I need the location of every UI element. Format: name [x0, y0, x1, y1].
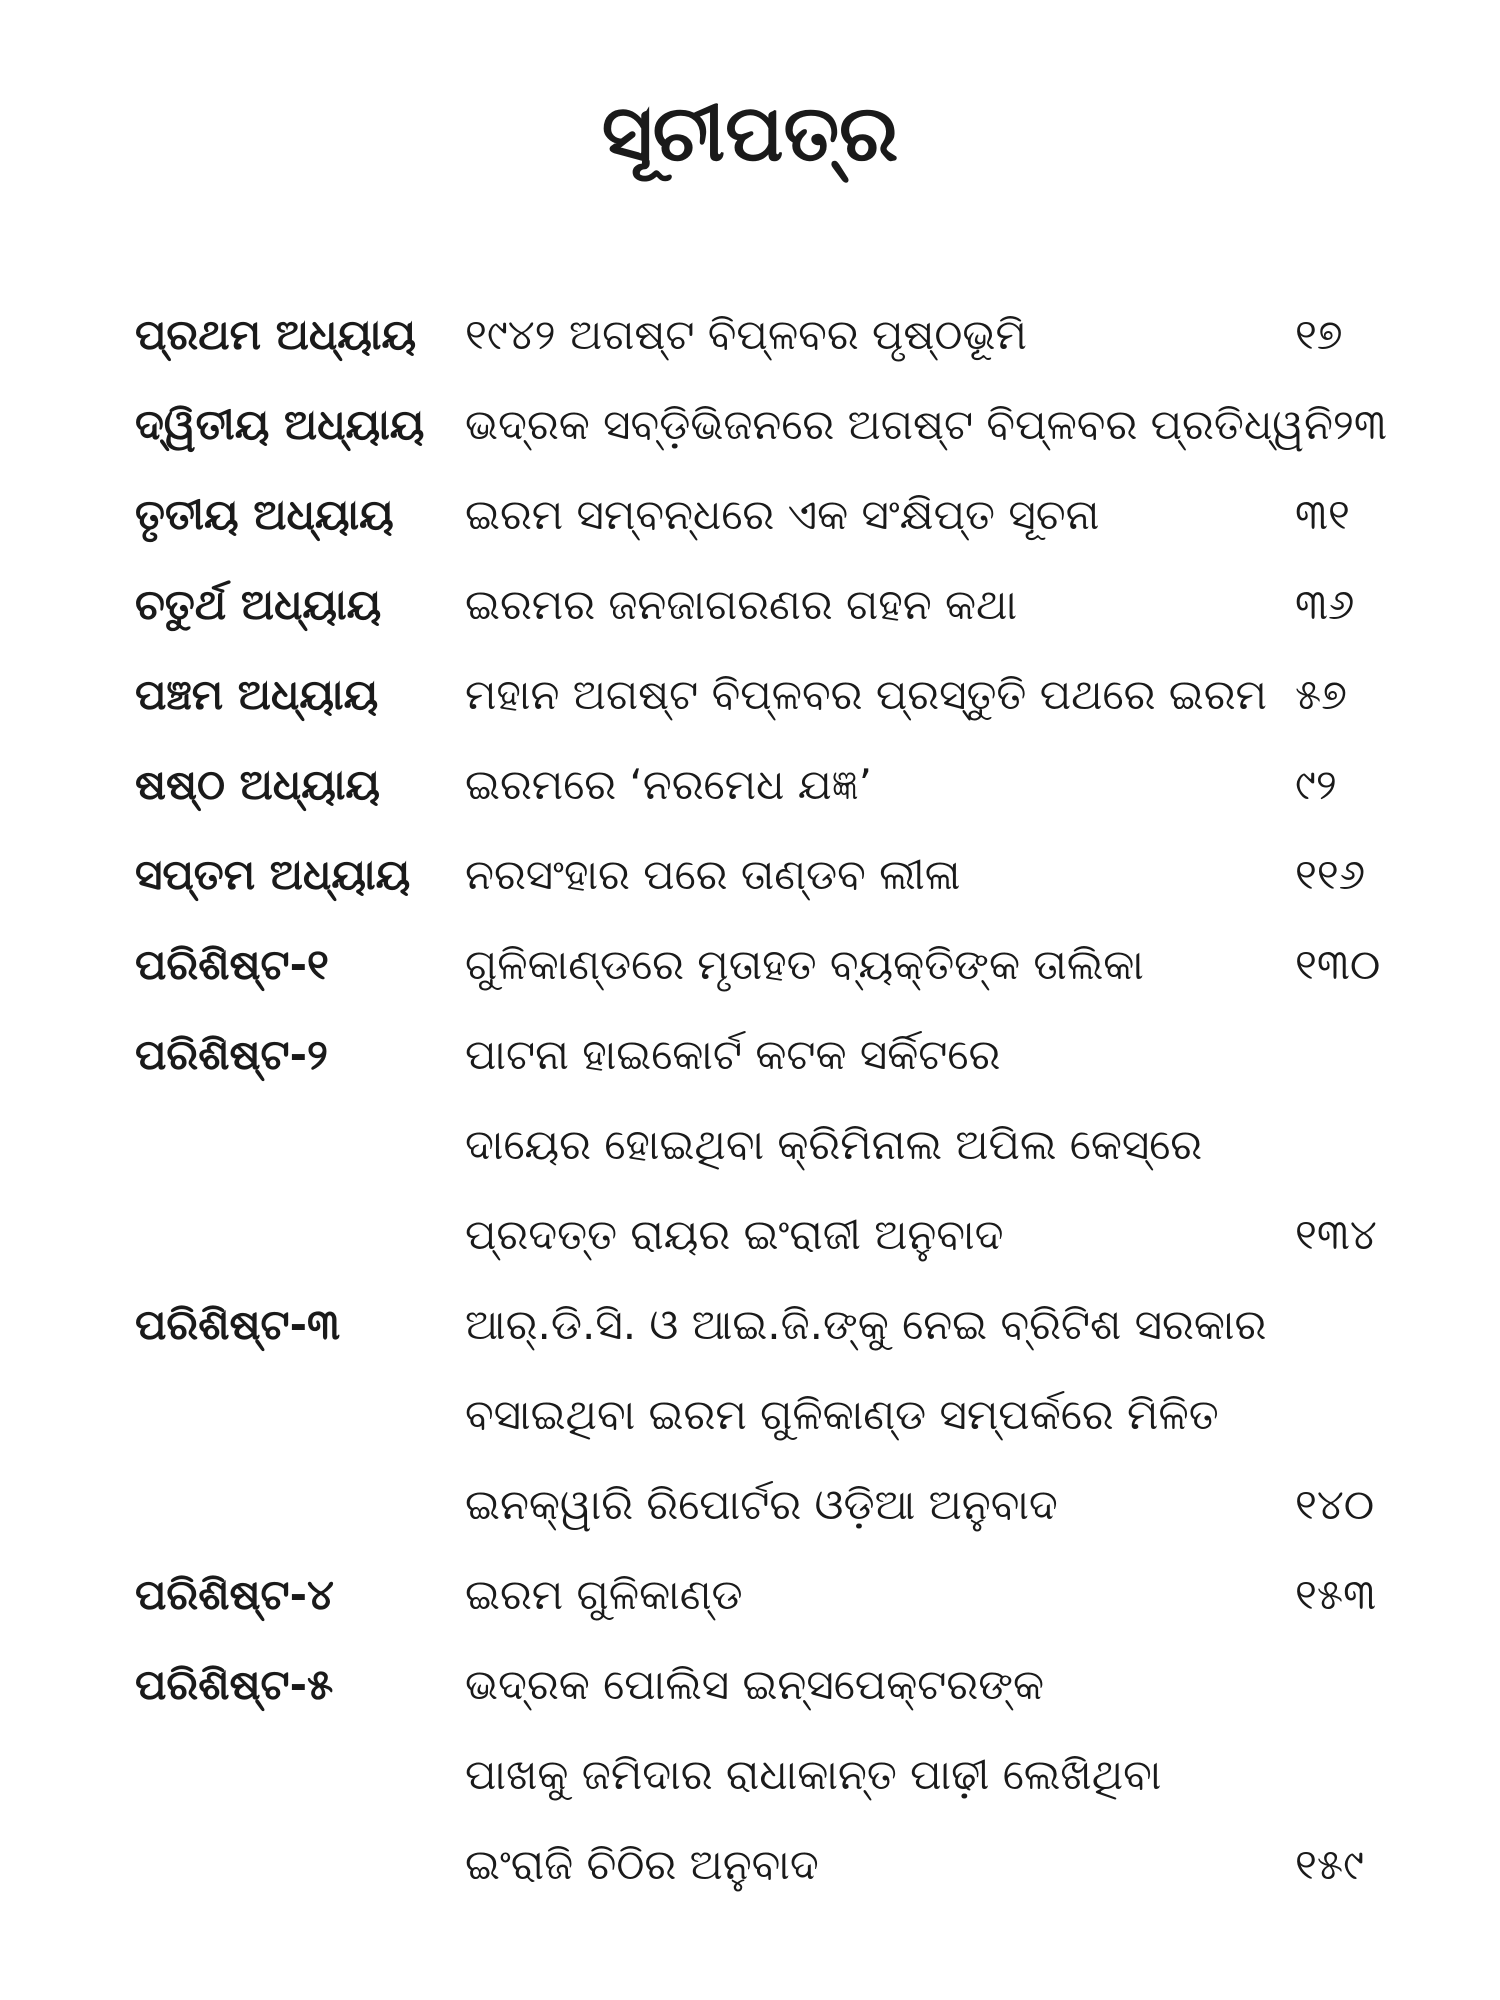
- toc-entry-line: [465, 560, 1405, 650]
- toc-entry-title: ଆର୍‌.ଡି.ସି. ଓ ଆଇ.ଜି.ଙ୍କୁ ନେଇ ବ୍ରିଟିଶ ସରକାର: [465, 1300, 1267, 1349]
- toc-entry-title: ବସାଇଥିବା ଇରମ ଗୁଳିକାଣ୍ଡ ସମ୍ପର୍କରେ ମିଳିତ: [465, 1390, 1219, 1439]
- toc-entry-lines: [465, 380, 1443, 470]
- toc-entry-lines: [465, 290, 1405, 380]
- toc-entry: [135, 1550, 1405, 1640]
- toc-entry-page-number: ୯୨: [1295, 760, 1337, 809]
- toc-entry-line: [465, 650, 1405, 740]
- toc-entry: [135, 650, 1405, 740]
- toc-entry-line: [465, 1010, 1405, 1100]
- toc-entry-label: ଚତୁର୍ଥ ଅଧ୍ୟାୟ: [135, 580, 382, 629]
- toc-entry-page-number: ୧୩୦: [1295, 940, 1381, 989]
- toc-entry: [135, 290, 1405, 380]
- toc-entry-page-number: ୧୧୬: [1295, 850, 1366, 899]
- toc-entry-lines: [465, 1010, 1405, 1280]
- toc-entry-title: ପାଟନା ହାଇକୋର୍ଟ କଟକ ସର୍କିଟରେ: [465, 1030, 1001, 1079]
- toc-entry-page-number: ୨୩: [1332, 400, 1387, 449]
- toc-entry-label: ପରିଶିଷ୍ଟ-୪: [135, 1570, 334, 1619]
- toc-entry-title: ଇନକ୍ୱାରି ରିପୋର୍ଟର ଓଡ଼ିଆ ଅନୁବାଦ: [465, 1480, 1058, 1529]
- toc-entry-line: [465, 1190, 1405, 1280]
- toc-entry-line: [465, 1550, 1405, 1640]
- toc-entry-line: [465, 1370, 1405, 1460]
- toc-entry-title: ଦାୟେର ହୋଇଥିବା କ୍ରିମିନାଲ ଅପିଲ କେସ୍‌ରେ: [465, 1120, 1203, 1169]
- toc-entry: [135, 1640, 1405, 1910]
- toc-entry-label: ଷଷ୍ଠ ଅଧ୍ୟାୟ: [135, 760, 381, 809]
- toc-entry-page-number: [1295, 1010, 1405, 1100]
- toc-entry-line: [465, 1100, 1405, 1190]
- toc-entry-lines: [465, 1550, 1405, 1640]
- toc-entry-lines: [465, 1280, 1405, 1550]
- toc-entry-lines: [465, 560, 1405, 650]
- toc-entry-line: [465, 1820, 1405, 1910]
- toc-entry-title: ଭଦ୍ରକ ପୋଲିସ ଇନ୍‌ସପେକ୍ଟରଙ୍କ: [465, 1660, 1045, 1709]
- toc-entry-page-number: [1295, 1640, 1405, 1730]
- toc-entry-lines: [465, 740, 1405, 830]
- toc-entry-page-number: ୩୬: [1295, 580, 1355, 629]
- toc-entry-label: ପରିଶିଷ୍ଟ-୨: [135, 1030, 328, 1079]
- toc-entry-label: ପଞ୍ଚମ ଅଧ୍ୟାୟ: [135, 670, 379, 719]
- toc-entry-title: ୧୯୪୨ ଅଗଷ୍ଟ ବିପ୍ଳବର ପୃଷ୍ଠଭୂମି: [465, 310, 1027, 359]
- toc-entry-title: ଇଂରାଜି ଚିଠିର ଅନୁବାଦ: [465, 1840, 819, 1889]
- toc-entry-line: [465, 380, 1443, 470]
- toc-entry-page-number: [1295, 1100, 1405, 1190]
- toc-entry-title: ନରସଂହାର ପରେ ତାଣ୍ଡବ ଲୀଳା: [465, 850, 961, 899]
- toc-entry: [135, 920, 1405, 1010]
- toc-entry-line: [465, 290, 1405, 380]
- toc-entry-label: ପ୍ରଥମ ଅଧ୍ୟାୟ: [135, 310, 417, 359]
- toc-entry-lines: [465, 1640, 1405, 1910]
- toc-entry-page-number: [1295, 1280, 1405, 1370]
- toc-entry-line: [465, 740, 1405, 830]
- toc-entry: [135, 1280, 1405, 1550]
- toc-entry-page-number: ୧୪୦: [1295, 1480, 1375, 1529]
- toc-entry-page-number: [1295, 1370, 1405, 1460]
- toc-entry-lines: [465, 920, 1405, 1010]
- toc-entry-title: ଇରମ ସମ୍ବନ୍ଧରେ ଏକ ସଂକ୍ଷିପ୍ତ ସୂଚନା: [465, 490, 1100, 539]
- toc-entry: [135, 830, 1405, 920]
- toc-entry-title: ପ୍ରଦତ୍ତ ରାୟର ଇଂରାଜୀ ଅନୁବାଦ: [465, 1210, 1004, 1259]
- toc-entry-label: ସପ୍ତମ ଅଧ୍ୟାୟ: [135, 850, 411, 899]
- toc-entry-title: ପାଖକୁ ଜମିଦାର ରାଧାକାନ୍ତ ପାଢ଼ୀ ଲେଖିଥିବା: [465, 1750, 1162, 1799]
- toc-entry-lines: [465, 830, 1405, 920]
- toc-entry-line: [465, 1460, 1405, 1550]
- toc-entry-label: ପରିଶିଷ୍ଟ-୧: [135, 940, 329, 989]
- toc-entry-label: ତୃତୀୟ ଅଧ୍ୟାୟ: [135, 490, 394, 539]
- toc-entry-title: ମହାନ ଅଗଷ୍ଟ ବିପ୍ଳବର ପ୍ରସ୍ତୁତି ପଥରେ ଇରମ: [465, 670, 1267, 719]
- toc-entry-label: ପରିଶିଷ୍ଟ-୩: [135, 1300, 341, 1349]
- toc-entry-title: ଭଦ୍ରକ ସବ୍‌ଡ଼ିଭିଜନରେ ଅଗଷ୍ଟ ବିପ୍ଳବର ପ୍ରତିଧ୍ୱନି: [465, 400, 1333, 449]
- toc-entry-line: [465, 470, 1405, 560]
- toc-entry-page-number: ୧୫୯: [1295, 1840, 1364, 1889]
- toc-entry-title: ଇରମରେ ‘ନରମେଧ ଯଜ୍ଞ’: [465, 760, 873, 809]
- toc-entry: [135, 470, 1405, 560]
- toc-entry-page-number: ୧୭: [1295, 310, 1343, 359]
- toc-entry-page-number: ୫୭: [1295, 670, 1347, 719]
- toc-entry-label: ଦ୍ୱିତୀୟ ଅଧ୍ୟାୟ: [135, 400, 425, 449]
- toc-entry: [135, 380, 1405, 470]
- toc-entry-line: [465, 920, 1405, 1010]
- toc-entry-title: ଇରମର ଜନଜାଗରଣର ଗହନ କଥା: [465, 580, 1018, 629]
- toc-entry-line: [465, 1640, 1405, 1730]
- toc-entry-title: ଗୁଳିକାଣ୍ଡରେ ମୃତାହତ ବ୍ୟକ୍ତିଙ୍କ ତାଲିକା: [465, 940, 1144, 989]
- toc-entry: [135, 740, 1405, 830]
- toc-entry-page-number: ୩୧: [1295, 490, 1350, 539]
- toc-entry-title: ଇରମ ଗୁଳିକାଣ୍ଡ: [465, 1570, 743, 1619]
- toc-entry-line: [465, 830, 1405, 920]
- toc-entry: [135, 560, 1405, 650]
- toc-entry-lines: [465, 470, 1405, 560]
- toc-entry-line: [465, 1280, 1405, 1370]
- toc-entry-page-number: ୧୫୩: [1295, 1570, 1377, 1619]
- toc-entry-page-number: [1295, 1730, 1405, 1820]
- toc-entry: [135, 1010, 1405, 1280]
- toc-entry-lines: [465, 650, 1405, 740]
- toc-entry-line: [465, 1730, 1405, 1820]
- page-title: ସୂଚୀପତ୍ର: [601, 89, 899, 179]
- toc-entry-label: ପରିଶିଷ୍ଟ-୫: [135, 1660, 334, 1709]
- table-of-contents: [135, 290, 1405, 1910]
- toc-entry-page-number: ୧୩୪: [1295, 1210, 1377, 1259]
